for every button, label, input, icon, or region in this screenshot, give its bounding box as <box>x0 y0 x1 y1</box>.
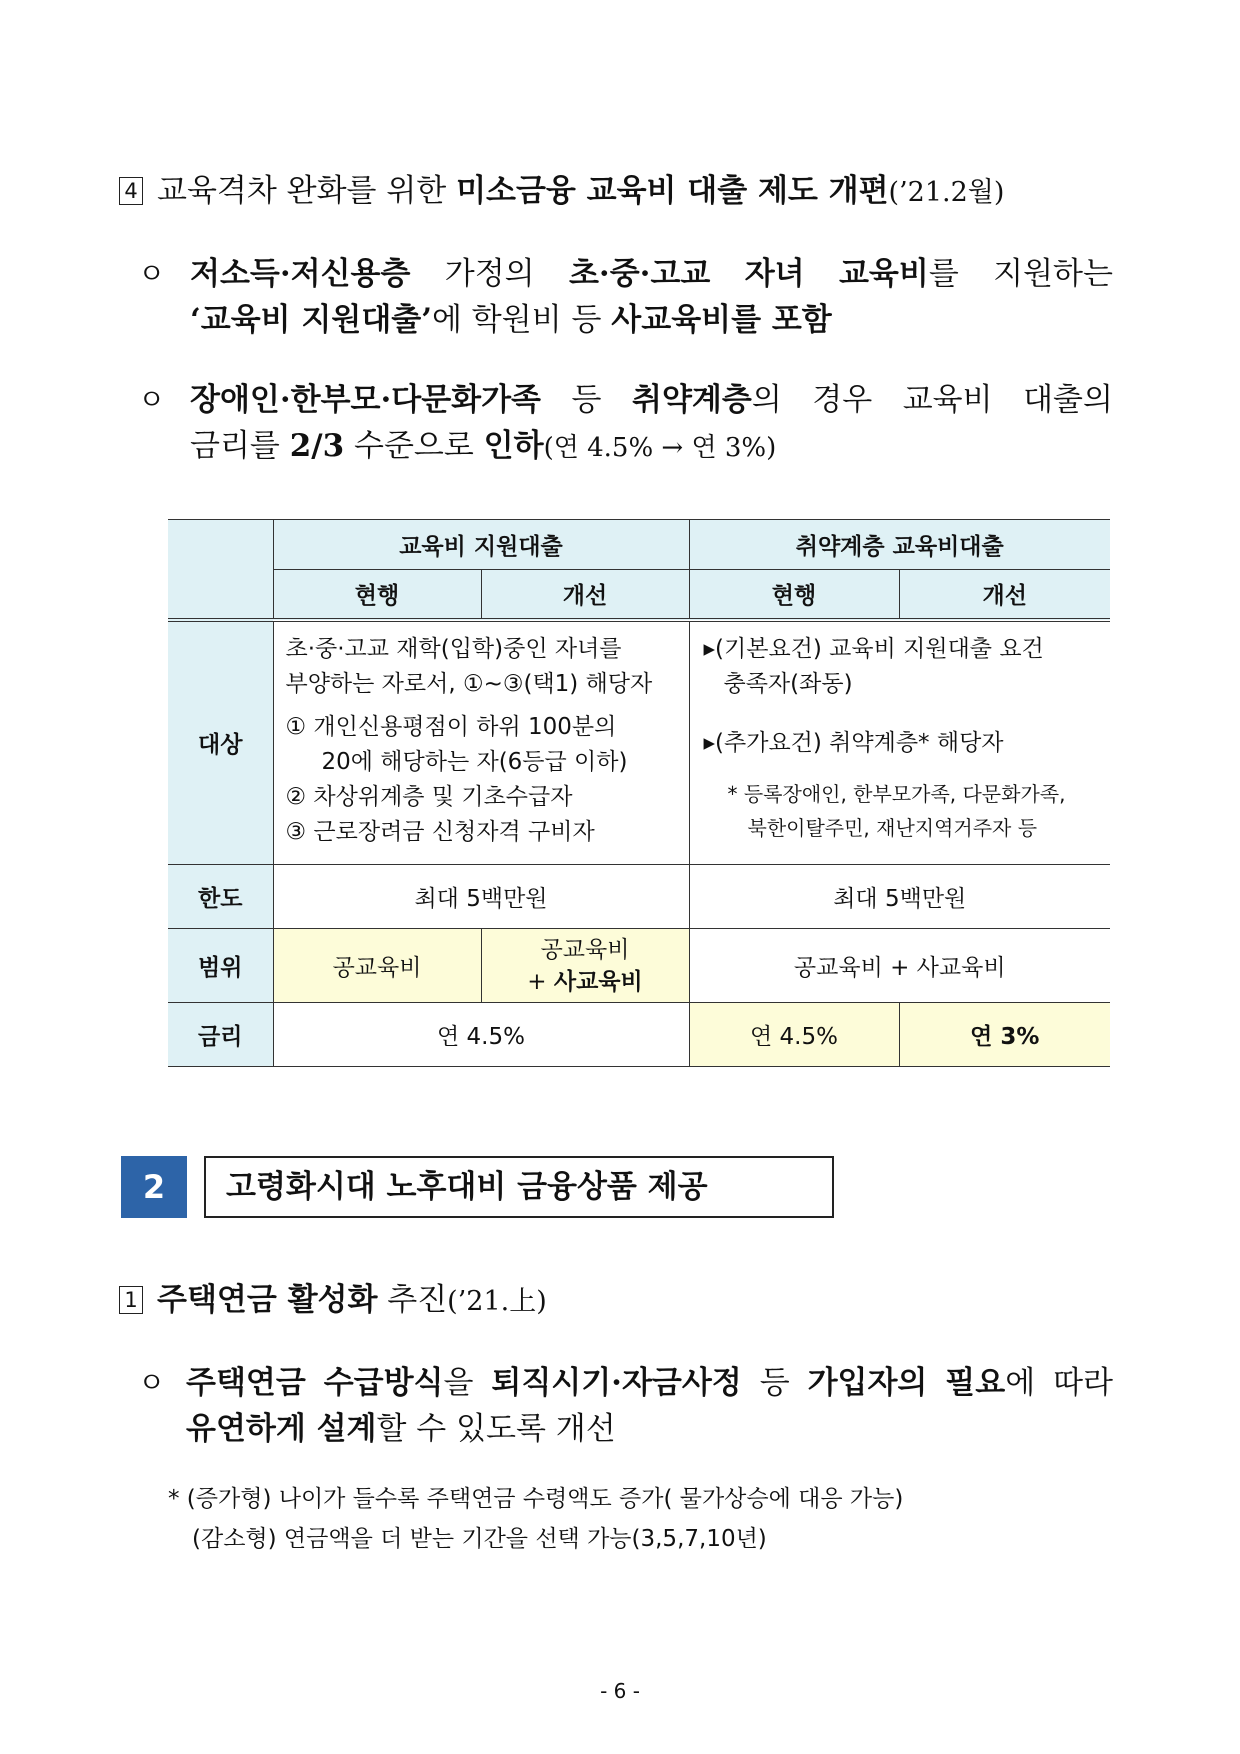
bullet-marker: ㅇ <box>138 1366 166 1399</box>
p3-word-bold: 수급방식 <box>323 1365 444 1401</box>
p2-word: 등 <box>571 382 602 418</box>
p1-word-bold: 교육비 <box>838 256 929 292</box>
p1-word: 초·중·고교 <box>568 256 711 292</box>
p2-normal: 수준으로 <box>344 428 484 464</box>
table-row <box>168 620 1110 865</box>
p2-word: 경우 <box>812 382 873 418</box>
target-bullet: ▸(추가요건) 취약계층* 해당자 <box>703 729 1004 756</box>
table-corner-cell <box>168 520 273 620</box>
section-number-badge: 2 <box>121 1156 187 1218</box>
paragraph-3-line-1 <box>186 1357 1113 1402</box>
heading-date: (’21.上) <box>447 1286 547 1317</box>
section-heading-1 <box>119 1274 547 1319</box>
scope-bold: 사교육비 <box>553 968 643 995</box>
p3-word: 가입자의 <box>807 1365 928 1401</box>
target-item: 20에 해당하는 자(6등급 이하) <box>321 748 628 775</box>
p1-bold-1: ‘교육비 지원대출’ <box>190 302 432 338</box>
heading-text: 추진 <box>377 1282 448 1318</box>
p1-word: 가정의 <box>444 256 535 292</box>
paragraph-2-line-2 <box>190 420 776 465</box>
p2-bold-lower: 인하 <box>483 428 544 464</box>
scope-text <box>492 966 679 998</box>
p3-word <box>945 1357 1035 1402</box>
target-item: ① 개인신용평점이 하위 100분의 <box>285 713 617 740</box>
target-text: 초·중·고교 재학(입학)중인 자녀를 <box>285 635 622 662</box>
p2-normal: 금리를 <box>190 428 290 464</box>
rate-cell-improved: 연 3% <box>899 1003 1110 1067</box>
p1-bold-2: 사교육비를 포함 <box>611 302 832 338</box>
table-row <box>168 865 1110 929</box>
scope-plus: + <box>527 968 554 995</box>
target-vulnerable-cell <box>689 620 1110 865</box>
p2-bold-ratio: 2/3 <box>289 428 345 464</box>
limit-cell: 최대 5백만원 <box>689 865 1110 929</box>
target-current-cell <box>273 620 689 865</box>
table-subheader: 현행 <box>689 570 899 620</box>
row-label: 금리 <box>168 1003 273 1067</box>
paragraph-3-line-2 <box>186 1403 616 1448</box>
target-text: 부양하는 자로서, ①~③(택1) 해당자 <box>285 670 653 697</box>
table-subheader: 현행 <box>273 570 481 620</box>
p3-word: 따라 <box>1053 1365 1113 1401</box>
target-item: ③ 근로장려금 신청자격 구비자 <box>285 818 595 845</box>
section-number-box: 1 <box>119 1286 143 1314</box>
footnote-line-2: (감소형) 연금액을 더 받는 기간을 선택 가능(3,5,7,10년) <box>192 1526 767 1552</box>
heading-text: 교육격차 완화를 위한 <box>157 173 457 209</box>
paragraph-1-line-2 <box>190 294 832 339</box>
p2-word-rest: 의 <box>751 382 782 418</box>
target-item: ② 차상위계층 및 기초수급자 <box>285 783 573 810</box>
p1-word <box>839 248 959 293</box>
row-label: 한도 <box>168 865 273 929</box>
p2-rate-change: (연 4.5% → 연 3%) <box>543 433 777 463</box>
p3-bold: 유연하게 설계 <box>186 1411 377 1447</box>
table-subheader: 개선 <box>899 570 1110 620</box>
p1-normal: 에 학원비 등 <box>432 302 612 338</box>
p3-word <box>324 1357 474 1402</box>
scope-cell-improved <box>481 929 689 1003</box>
scope-cell: 공교육비 + 사교육비 <box>689 929 1110 1003</box>
p2-word: 대출의 <box>1023 382 1113 418</box>
table-row <box>168 1003 1110 1067</box>
p3-normal: 할 수 있도록 개선 <box>376 1411 616 1447</box>
p2-word: 장애인·한부모·다문화가족 <box>190 382 541 418</box>
footnote-line-1: * (증가형) 나이가 들수록 주택연금 수령액도 증가( 물가상승에 대응 가능) <box>168 1486 904 1512</box>
heading-bold-text: 주택연금 활성화 <box>157 1282 378 1318</box>
paragraph-1-line-1 <box>190 248 1113 293</box>
rate-cell: 연 4.5% <box>689 1003 899 1067</box>
row-label: 대상 <box>168 620 273 865</box>
p3-word-bold: 필요 <box>945 1365 1006 1401</box>
p3-word: 등 <box>759 1365 790 1401</box>
p2-word: 교육비 <box>902 382 993 418</box>
p1-word: 지원하는 <box>993 256 1113 292</box>
p3-word-rest: 에 <box>1005 1365 1036 1401</box>
rate-cell: 연 4.5% <box>273 1003 689 1067</box>
target-footnote: * 등록장애인, 한부모가족, 다문화가족, <box>727 781 1066 806</box>
heading-bold-text: 미소금융 교육비 대출 제도 개편 <box>456 173 889 209</box>
section-title-box: 고령화시대 노후대비 금융상품 제공 <box>204 1156 834 1218</box>
target-bullet: 충족자(좌동) <box>723 670 853 697</box>
table-group-header: 취약계층 교육비대출 <box>689 520 1110 570</box>
target-footnote: 북한이탈주민, 재난지역거주자 등 <box>747 815 1038 840</box>
limit-cell: 최대 5백만원 <box>273 865 689 929</box>
bullet-marker: ㅇ <box>138 383 166 416</box>
p2-word-bold: 취약계층 <box>632 382 752 418</box>
table-group-header: 교육비 지원대출 <box>273 520 689 570</box>
row-label: 범위 <box>168 929 273 1003</box>
section-number-box: 4 <box>119 177 143 205</box>
p3-word: 주택연금 <box>186 1365 306 1401</box>
loan-comparison-table <box>168 519 1110 1067</box>
page-number: - 6 - <box>600 1679 640 1703</box>
p3-word-rest: 을 <box>443 1365 474 1401</box>
scope-cell: 공교육비 <box>273 929 481 1003</box>
table-row <box>168 929 1110 1003</box>
paragraph-2-line-1 <box>190 374 1113 419</box>
p1-word-rest: 를 <box>928 256 959 292</box>
target-bullet: ▸(기본요건) 교육비 지원대출 요건 <box>703 635 1044 662</box>
p2-word <box>632 374 782 419</box>
heading-date: (’21.2월) <box>888 177 1005 208</box>
bullet-marker: ㅇ <box>138 257 166 290</box>
p1-word: 저소득·저신용층 <box>190 256 411 292</box>
scope-text: 공교육비 <box>540 936 630 963</box>
p3-word: 퇴직시기·자금사정 <box>491 1365 742 1401</box>
table-subheader: 개선 <box>481 570 689 620</box>
p1-word: 자녀 <box>744 256 805 292</box>
section-heading-4 <box>119 165 1004 210</box>
